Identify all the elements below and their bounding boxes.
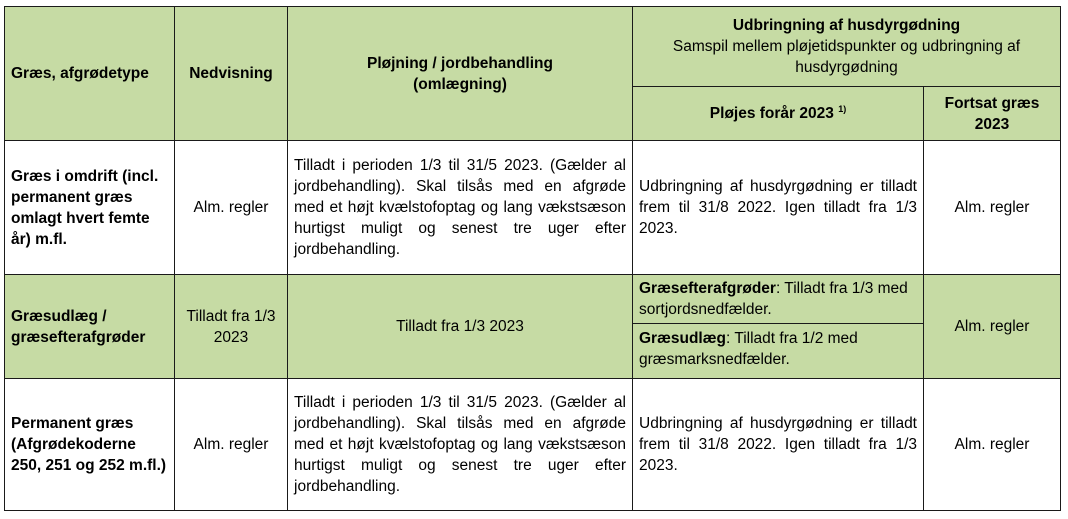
cell-fortsat-graes: Alm. regler: [924, 275, 1061, 379]
group-subtitle: Samspil mellem pløjetidspunkter og udbringning af husdyrgødning: [672, 38, 1021, 76]
cell-crop-type: Græsudlæg / græsefterafgrøder: [5, 275, 175, 379]
group-title: Udbringning af husdyrgødning: [732, 17, 961, 34]
cell-crop-type: Permanent græs (Afgrødekoderne 250, 251 og 252 m.fl.): [5, 379, 175, 511]
table-row: [5, 379, 1061, 511]
cell-ploejning: Tilladt i perioden 1/3 til 31/5 2023. (Gælder al jordbehandling). Skal tilsås med en afgrøde med et højt kvælstofoptag og lang vækstsæson hurtigst muligt og senest tre uger efter jordbehandling.: [288, 379, 633, 511]
regulation-table: [4, 6, 1061, 511]
header-ploejning: Pløjning / jordbehandling (omlægning): [288, 7, 633, 141]
header-fortsat-graes: Fortsat græs 2023: [924, 87, 1061, 141]
header-udbringning-group: [633, 7, 1061, 87]
cell-fortsat-graes: Alm. regler: [924, 379, 1061, 511]
header-crop-type: Græs, afgrødetype: [5, 7, 175, 141]
cell-ploejes-foraar: Udbringning af husdyrgødning er tilladt frem til 31/8 2022. Igen tilladt fra 1/3 2023.: [633, 379, 924, 511]
cell-ploejning: Tilladt i perioden 1/3 til 31/5 2023. (Gælder al jordbehandling). Skal tilsås med en afgrøde med et højt kvælstofoptag og lang vækstsæson hurtigst muligt og senest tre uger efter jordbehandling.: [288, 141, 633, 275]
cell-ploejning: Tilladt fra 1/3 2023: [288, 275, 633, 379]
cell-ploejes-foraar: Udbringning af husdyrgødning er tilladt frem til 31/8 2022. Igen tilladt fra 1/3 2023.: [633, 141, 924, 275]
sub-cell-graesudlaeg: Græsudlæg: Tilladt fra 1/2 med græsmarksnedfælder.: [633, 323, 923, 378]
header-ploejes-foraar: Pløjes forår 2023 $^{1)}$: [633, 87, 924, 141]
cell-fortsat-graes: Alm. regler: [924, 141, 1061, 275]
table-row: [5, 275, 1061, 379]
table-row: [5, 141, 1061, 275]
cell-nedvisning: Tilladt fra 1/3 2023: [175, 275, 288, 379]
cell-ploejes-foraar: [633, 275, 924, 379]
footnote-marker: 1): [838, 103, 847, 114]
cell-nedvisning: Alm. regler: [175, 379, 288, 511]
header-nedvisning: Nedvisning: [175, 7, 288, 141]
sub-cell-graesefterafgroeder: Græsefterafgrøder: Tilladt fra 1/3 med sortjordsnedfælder.: [639, 279, 908, 318]
cell-crop-type: Græs i omdrift (incl. permanent græs omlagt hvert femte år) m.fl.: [5, 141, 175, 275]
cell-nedvisning: Alm. regler: [175, 141, 288, 275]
